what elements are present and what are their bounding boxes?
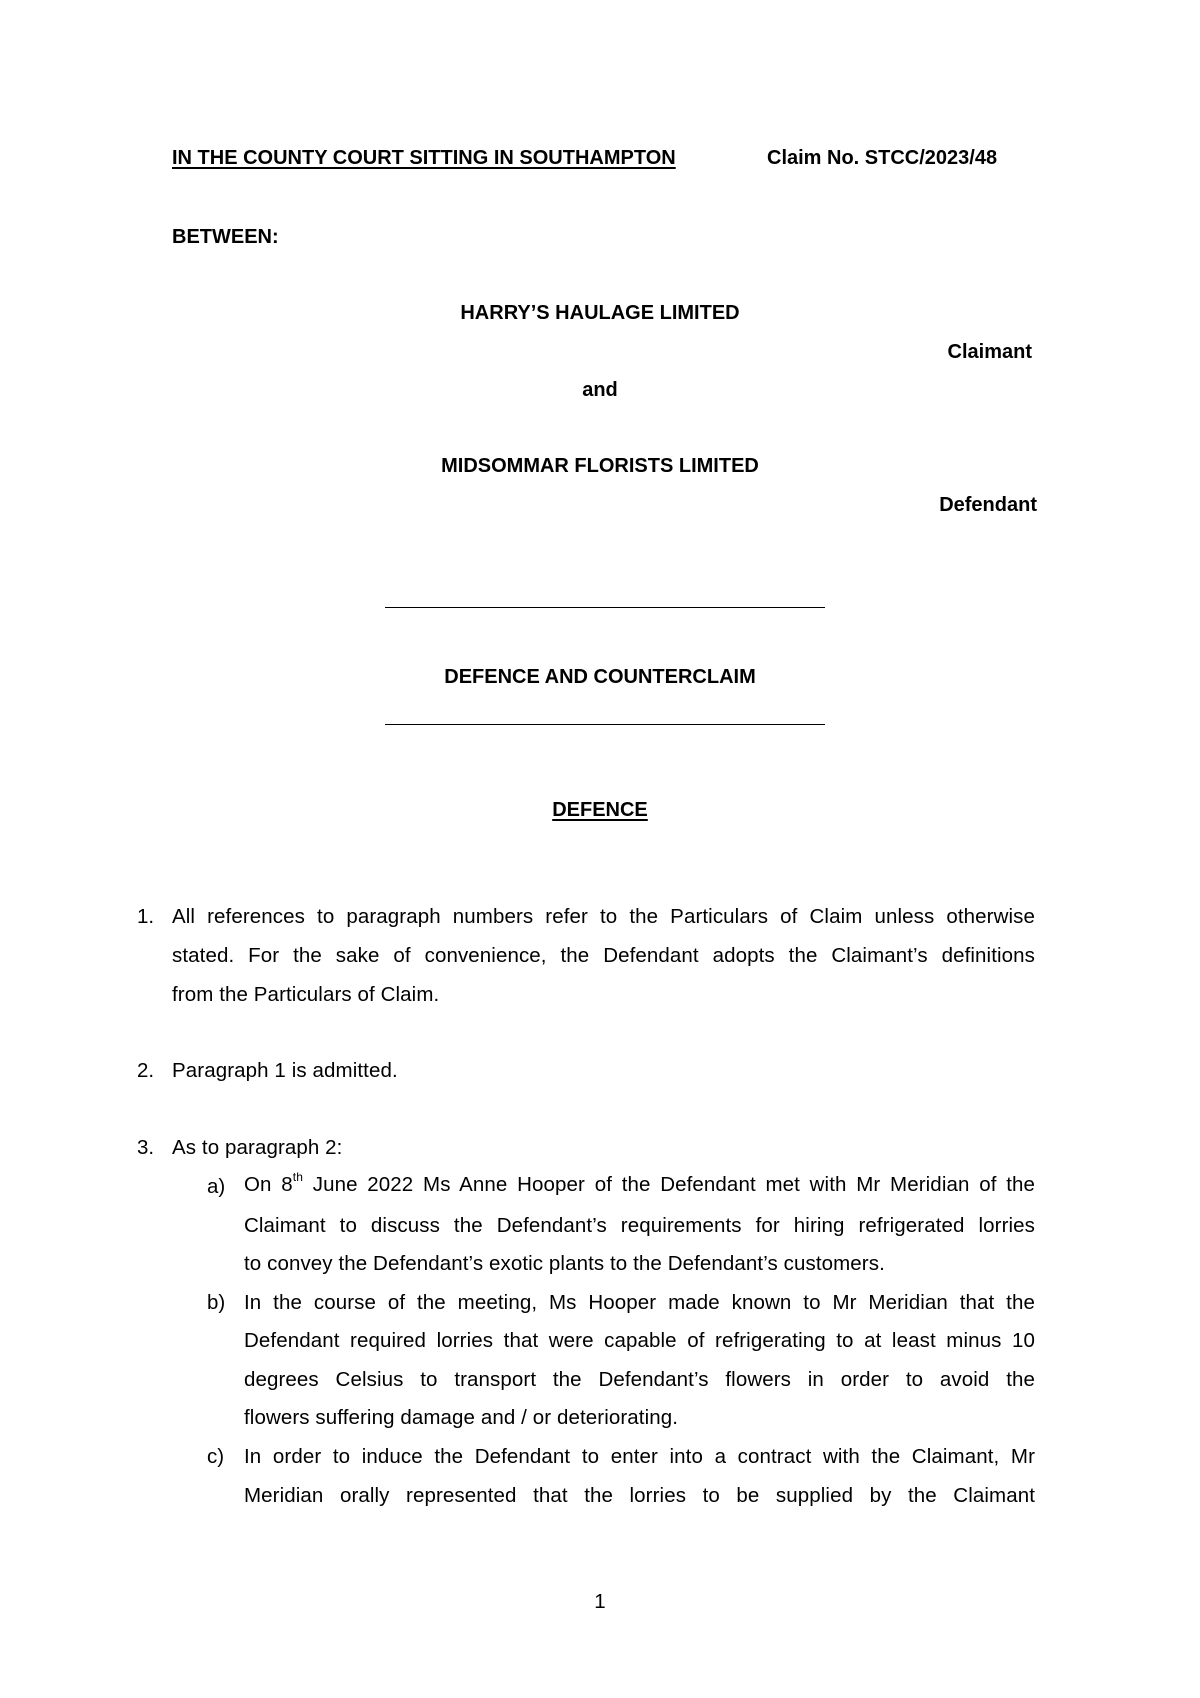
title-rule-bottom [385,724,825,725]
page-number: 1 [594,1590,606,1613]
subparagraph-label: a) [207,1175,226,1198]
paragraph-number: 3. [137,1136,155,1159]
paragraph-3-line: As to paragraph 2: [172,1136,343,1159]
subparagraph-c-line: In order to induce the Defendant to enter into a contract with the Claimant, Mr [244,1445,1035,1468]
court-name: IN THE COUNTY COURT SITTING IN SOUTHAMPTON [172,147,676,169]
subparagraph-a-line: Claimant to discuss the Defendant’s requirements for hiring refrigerated lorries [244,1214,1035,1237]
defendant-role: Defendant [939,494,1037,516]
paragraph-1-line: stated. For the sake of convenience, the Defendant adopts the Claimant’s definitions [172,944,1035,967]
title-rule-top [385,607,825,608]
subparagraph-b-line: In the course of the meeting, Ms Hooper made known to Mr Meridian that the [244,1291,1035,1314]
subparagraph-b-line: Defendant required lorries that were capable of refrigerating to at least minus 10 [244,1329,1035,1352]
document-title: DEFENCE AND COUNTERCLAIM [444,666,756,688]
paragraph-2-line: Paragraph 1 is admitted. [172,1059,398,1082]
claimant-role: Claimant [947,341,1032,363]
subparagraph-a-line: On 8th June 2022 Ms Anne Hooper of the Defendant met with Mr Meridian of the [244,1170,1036,1196]
and-label: and [582,379,618,401]
subparagraph-b-line: flowers suffering damage and / or deteriorating. [244,1406,679,1429]
paragraph-1-line: All references to paragraph numbers refer to the Particulars of Claim unless otherwise [172,905,1035,928]
claimant-name: HARRY’S HAULAGE LIMITED [460,302,740,324]
subparagraph-label: b) [207,1291,226,1314]
subparagraph-label: c) [207,1445,225,1468]
paragraph-1-line: from the Particulars of Claim. [172,983,440,1006]
defendant-name: MIDSOMMAR FLORISTS LIMITED [441,455,759,477]
paragraph-number: 1. [137,905,155,928]
subparagraph-c-line: Meridian orally represented that the lorries to be supplied by the Claimant [244,1484,1035,1507]
section-title: DEFENCE [552,799,648,821]
paragraph-number: 2. [137,1059,155,1082]
subparagraph-b-line: degrees Celsius to transport the Defendant’s flowers in order to avoid the [244,1368,1035,1391]
claim-number: Claim No. STCC/2023/48 [767,147,998,169]
subparagraph-a-line: to convey the Defendant’s exotic plants to the Defendant’s customers. [244,1252,885,1275]
between-label: BETWEEN: [172,226,279,248]
